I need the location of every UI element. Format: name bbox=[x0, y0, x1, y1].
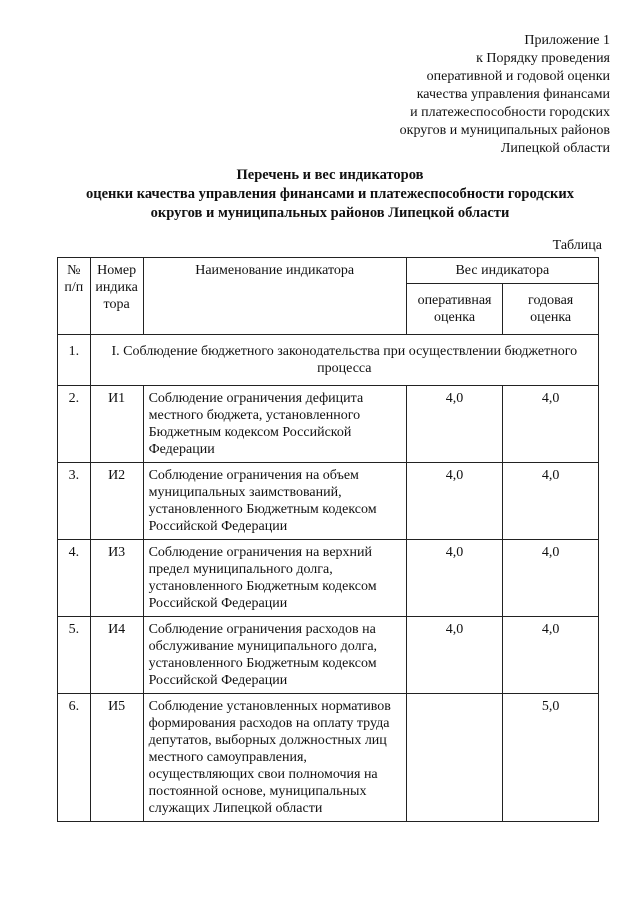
title-line: округов и муниципальных районов Липецкой области bbox=[150, 205, 510, 221]
header-code: Номер индика тора bbox=[90, 258, 143, 335]
row-num: 2. bbox=[58, 386, 91, 463]
header-weight: Вес индикатора bbox=[406, 258, 598, 284]
title-line: оценки качества управления финансами и платежеспособности городских bbox=[85, 186, 574, 202]
table-caption: Таблица bbox=[552, 238, 602, 253]
row-annual: 4,0 bbox=[503, 617, 599, 694]
section-title: I. Соблюдение бюджетного законодательства при осуществлении бюджетного процесса bbox=[90, 335, 598, 386]
header-row bbox=[58, 258, 599, 284]
row-code: И1 bbox=[90, 386, 143, 463]
row-annual: 4,0 bbox=[503, 463, 599, 540]
appendix-line: Липецкой области bbox=[500, 141, 610, 156]
row-name: Соблюдение ограничения дефицита местного бюджета, установленного Бюджетным кодексом Российской Федерации bbox=[143, 386, 406, 463]
row-name: Соблюдение ограничения на верхний предел муниципального долга, установленного Бюджетным кодексом Российской Федерации bbox=[143, 540, 406, 617]
row-num: 3. bbox=[58, 463, 91, 540]
indicators-table bbox=[57, 257, 599, 822]
row-operative: 4,0 bbox=[406, 386, 503, 463]
row-code: И5 bbox=[90, 694, 143, 822]
row-annual: 4,0 bbox=[503, 540, 599, 617]
row-num: 5. bbox=[58, 617, 91, 694]
section-num: 1. bbox=[58, 335, 91, 386]
row-num: 6. bbox=[58, 694, 91, 822]
table-row bbox=[58, 540, 599, 617]
table-row bbox=[58, 617, 599, 694]
header-num: № п/п bbox=[58, 258, 91, 335]
row-name: Соблюдение установленных нормативов формирования расходов на оплату труда депутатов, выборных должностных лиц местного самоуправления, осуществляющих свои полномочия на постоянной основе, муниципальных служащих Липецкой области bbox=[143, 694, 406, 822]
appendix-line: к Порядку проведения bbox=[476, 51, 610, 66]
section-row bbox=[58, 335, 599, 386]
appendix-line: округов и муниципальных районов bbox=[399, 123, 610, 138]
document-title bbox=[40, 166, 620, 223]
row-name: Соблюдение ограничения на объем муниципальных заимствований, установленного Бюджетным кодексом Российской Федерации bbox=[143, 463, 406, 540]
header-annual: годовая оценка bbox=[503, 284, 599, 335]
table-row bbox=[58, 694, 599, 822]
row-num: 4. bbox=[58, 540, 91, 617]
appendix-line: Приложение 1 bbox=[524, 33, 610, 48]
header-name: Наименование индикатора bbox=[143, 258, 406, 335]
row-code: И4 bbox=[90, 617, 143, 694]
appendix-line: качества управления финансами bbox=[416, 87, 610, 102]
title-line: Перечень и вес индикаторов bbox=[236, 167, 424, 183]
row-operative: 4,0 bbox=[406, 540, 503, 617]
row-operative: 4,0 bbox=[406, 617, 503, 694]
row-annual: 4,0 bbox=[503, 386, 599, 463]
row-code: И3 bbox=[90, 540, 143, 617]
row-annual: 5,0 bbox=[503, 694, 599, 822]
row-operative bbox=[406, 694, 503, 822]
row-code: И2 bbox=[90, 463, 143, 540]
appendix-header bbox=[350, 32, 610, 158]
appendix-line: оперативной и годовой оценки bbox=[426, 69, 610, 84]
row-name: Соблюдение ограничения расходов на обслуживание муниципального долга, установленного Бюджетным кодексом Российской Федерации bbox=[143, 617, 406, 694]
table-row bbox=[58, 463, 599, 540]
row-operative: 4,0 bbox=[406, 463, 503, 540]
appendix-line: и платежеспособности городских bbox=[410, 105, 610, 120]
header-operative: оперативная оценка bbox=[406, 284, 503, 335]
table-row bbox=[58, 386, 599, 463]
